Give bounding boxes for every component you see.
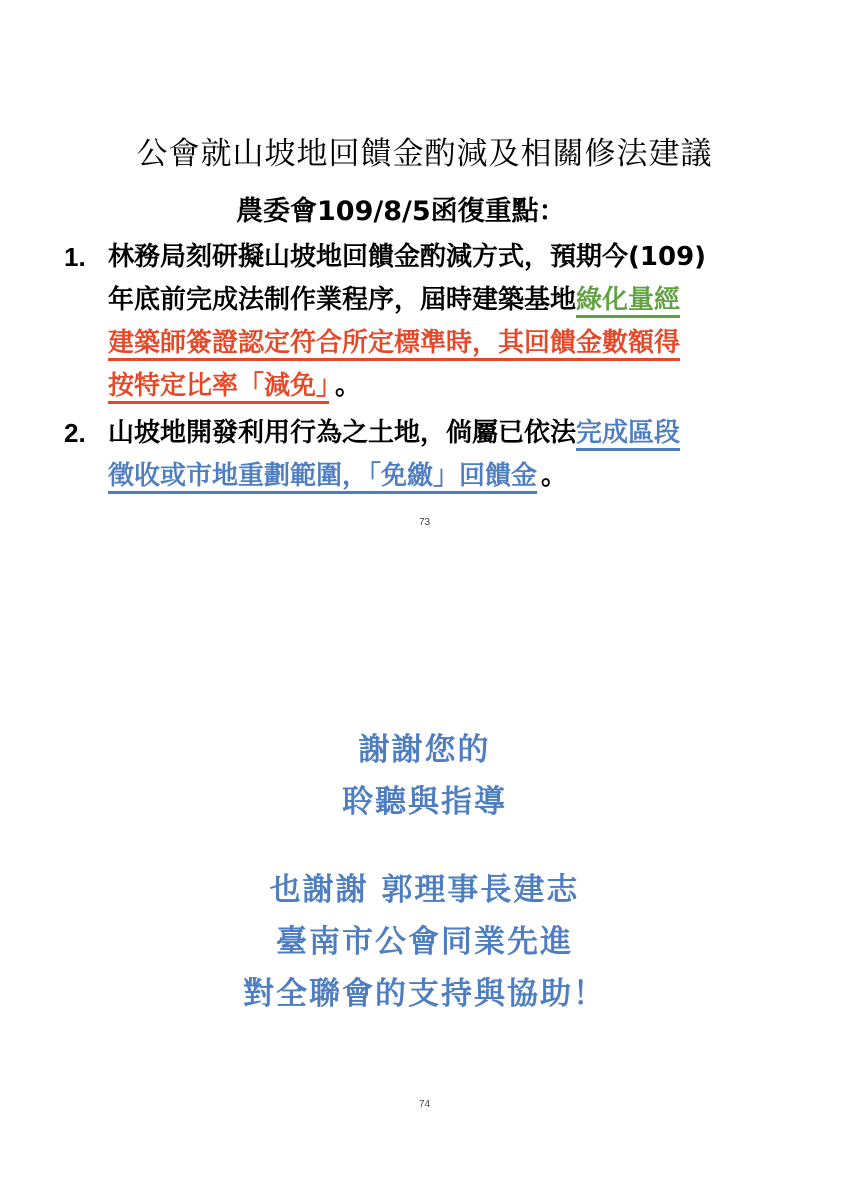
list-item-1 [64, 236, 804, 408]
list-item-2 [64, 412, 804, 498]
item-1-text: 林務局刻研擬山坡地回饋金酌減方式，預期今(109) [108, 242, 707, 272]
page-number: 74 [418, 1099, 431, 1110]
item-1-line-1 [108, 236, 706, 279]
item-2-blue-highlight-end: 徵收或市地重劃範圍，「免繳」回饋金 [108, 461, 537, 494]
thanks-line-1: 謝謝您的 [358, 732, 491, 768]
item-1-red-highlight-end: 按特定比率「減免」 [108, 371, 329, 404]
item-1-line-3 [108, 322, 680, 365]
thanks-line-4: 臺南市公會同業先進 [276, 924, 573, 960]
page-title: 公會就山坡地回饋金酌減及相關修法建議 [136, 136, 713, 172]
item-2-line-2 [108, 455, 567, 498]
item-1-text: 年底前完成法制作業程序，屆時建築基地 [108, 285, 577, 315]
item-number: 2. [64, 418, 86, 448]
thanks-line-2: 聆聽與指導 [342, 784, 507, 820]
item-2-line-1 [108, 412, 680, 455]
thanks-line-5: 對全聯會的支持與協助！ [243, 976, 606, 1012]
page-number: 73 [418, 517, 431, 528]
item-1-red-highlight: 建築師簽證認定符合所定標準時，其回饋金數額得 [108, 328, 680, 361]
item-number: 1. [64, 242, 86, 272]
item-2-text: 山坡地開發利用行為之土地，倘屬已依法 [108, 418, 577, 448]
item-2-blue-highlight: 完成區段 [576, 418, 680, 451]
item-1-line-4 [108, 365, 361, 408]
subtitle: 農委會109/8/5函復重點： [236, 196, 566, 227]
thanks-line-3: 也謝謝 郭理事長建志 [269, 872, 580, 908]
item-1-line-2 [108, 279, 680, 322]
item-1-green-highlight: 綠化量經 [576, 285, 680, 318]
item-1-period: 。 [335, 371, 362, 401]
item-2-period: 。 [541, 461, 568, 491]
